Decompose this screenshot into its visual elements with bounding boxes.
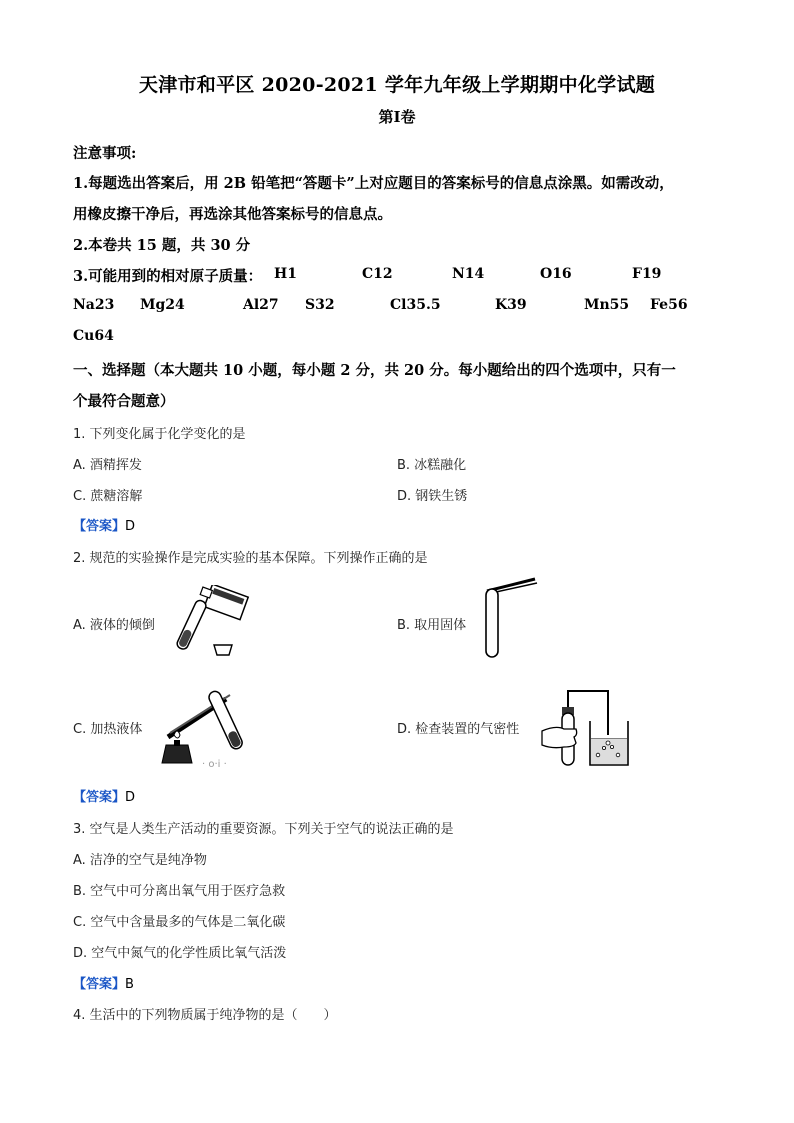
atomic-mass: Mg24: [140, 297, 185, 313]
option-d: D. 检查装置的气密性: [397, 722, 520, 737]
option-b: B. 取用固体: [397, 618, 467, 633]
option-c: C. 蔗糖溶解: [73, 489, 143, 504]
atomic-mass: N14: [452, 266, 485, 282]
answer-tag: 【答案】: [73, 977, 126, 992]
airtightness-check-figure: [538, 685, 633, 770]
option-b: B. 冰糕融化: [397, 458, 467, 473]
option-c: C. 空气中含量最多的气体是二氧化碳: [73, 915, 286, 930]
pouring-liquid-figure: [168, 585, 258, 665]
question-stem: 4. 生活中的下列物质属于纯净物的是（ ）: [73, 1008, 337, 1023]
option-a: A. 液体的倾倒: [73, 618, 155, 633]
option-b: B. 空气中可分离出氧气用于医疗急救: [73, 884, 286, 899]
section-heading-line2: 个最符合题意）: [73, 393, 175, 410]
answer-tag: 【答案】: [73, 519, 126, 534]
answer-line: [73, 786, 135, 805]
atomic-mass: Cl35.5: [390, 297, 441, 313]
answer-line: [73, 515, 135, 534]
option-a: A. 洁净的空气是纯净物: [73, 853, 207, 868]
atomic-mass: H1: [274, 266, 297, 282]
atomic-mass: O16: [540, 266, 572, 282]
notice-item2: 2.本卷共 15 题，共 30 分: [73, 237, 251, 254]
atomic-mass: Al27: [243, 297, 279, 313]
taking-solid-figure: [475, 575, 545, 660]
atomic-mass: F19: [632, 266, 662, 282]
answer-value: D: [125, 790, 136, 805]
option-d: D. 空气中氮气的化学性质比氧气活泼: [73, 946, 287, 961]
option-c: C. 加热液体: [73, 722, 143, 737]
option-d: D. 钢铁生锈: [397, 489, 468, 504]
atomic-mass: C12: [362, 266, 393, 282]
notice-heading: 注意事项:: [73, 145, 137, 162]
answer-value: B: [125, 977, 134, 992]
notice-item3-label: 3.可能用到的相对原子质量：: [73, 268, 263, 285]
atomic-mass: Cu64: [73, 328, 114, 344]
question-stem: 3. 空气是人类生产活动的重要资源。下列关于空气的说法正确的是: [73, 822, 454, 837]
page-title: 天津市和平区 2020-2021 学年九年级上学期期中化学试题: [138, 74, 656, 96]
answer-tag: 【答案】: [73, 790, 126, 805]
page-subtitle: 第Ⅰ卷: [378, 108, 416, 126]
atomic-mass: Na23: [73, 297, 115, 313]
answer-line: [73, 973, 134, 992]
notice-item1-line2: 用橡皮擦干净后，再选涂其他答案标号的信息点。: [73, 206, 392, 223]
atomic-mass: Mn55: [584, 297, 630, 313]
question-stem: 1. 下列变化属于化学变化的是: [73, 427, 246, 442]
option-a: A. 酒精挥发: [73, 458, 142, 473]
question-stem: 2. 规范的实验操作是完成实验的基本保障。下列操作正确的是: [73, 551, 428, 566]
atomic-mass: S32: [305, 297, 335, 313]
figure-scan-noise: · o·i ·: [202, 759, 227, 770]
section-heading-line1: 一、选择题（本大题共 10 小题，每小题 2 分，共 20 分。每小题给出的四个选项中，只有一: [73, 362, 676, 379]
atomic-mass: Fe56: [650, 297, 688, 313]
heating-liquid-figure: [148, 685, 248, 770]
notice-item1-line1: 1.每题选出答案后，用 2B 铅笔把“答题卡”上对应题目的答案标号的信息点涂黑。如需改动，: [73, 175, 674, 192]
atomic-mass: K39: [495, 297, 527, 313]
answer-value: D: [125, 519, 136, 534]
